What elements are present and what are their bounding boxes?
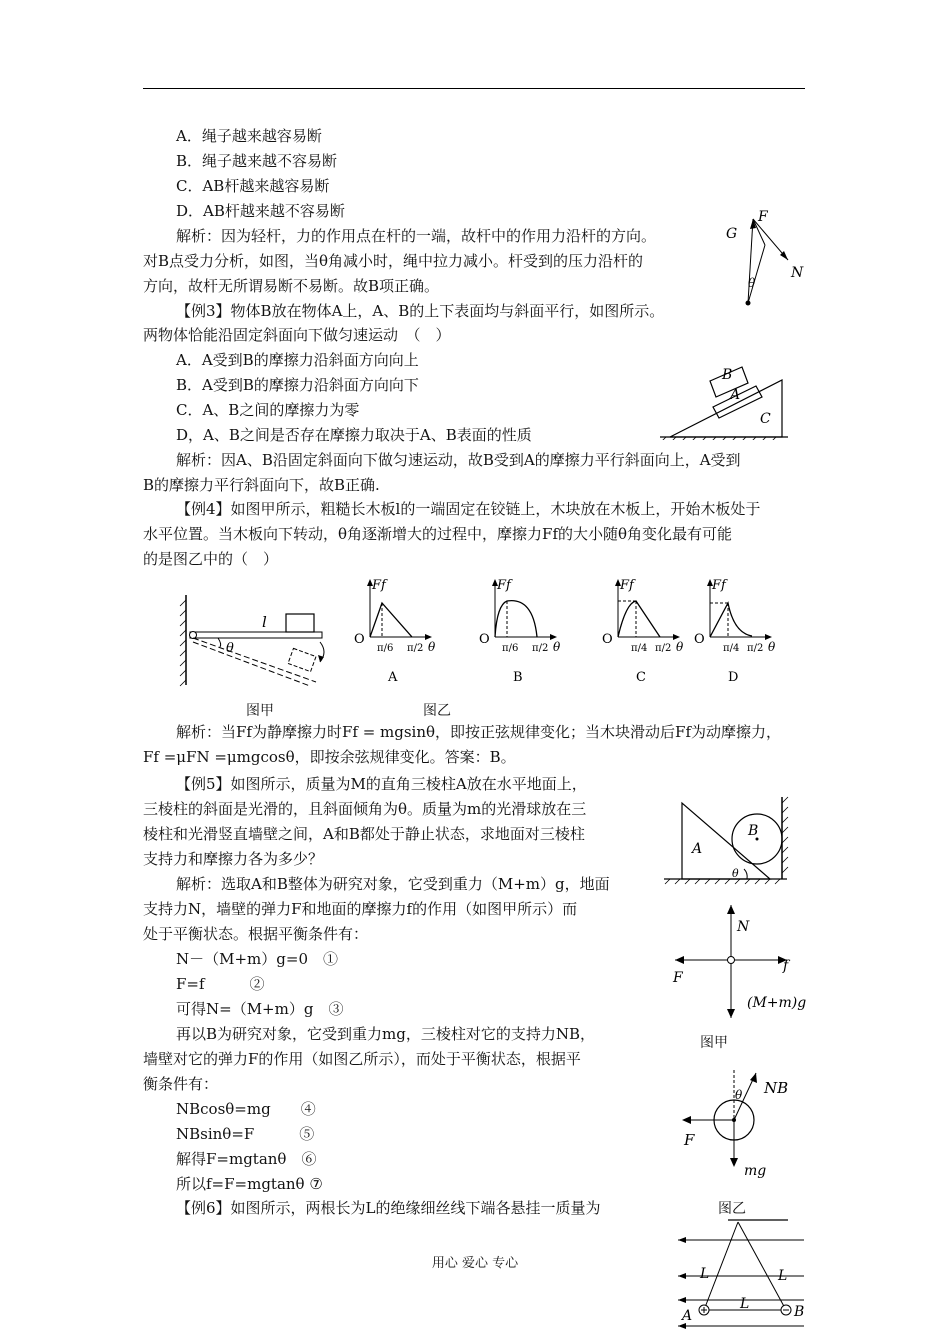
text-line: 的是图乙中的（ ） (143, 550, 279, 568)
text-line: 两物体恰能沿固定斜面向下做匀速运动 （ ） (143, 326, 451, 344)
label-theta: θ (732, 867, 739, 880)
text-line: 支持力N，墙壁的弹力F和地面的摩擦力f的作用（如图甲所示）而 (143, 900, 578, 918)
text-line: 【例5】如图所示，质量为M的直角三棱柱A放在水平地面上， (176, 775, 587, 793)
caption-fig5-yi: 图乙 (718, 1201, 746, 1217)
origin-label: O (602, 632, 613, 647)
text-line: N－（M+m）g=0 ① (176, 950, 338, 968)
text-line: B．绳子越来越不容易断 (176, 152, 338, 170)
graph-D (690, 575, 775, 685)
text-line: B的摩擦力平行斜面向下，故B正确. (143, 476, 380, 494)
label-theta: θ (748, 276, 756, 290)
label-NB: NB (764, 1079, 789, 1097)
caption-fig4-yi: 图乙 (423, 703, 451, 719)
text-line: F=f ② (176, 975, 265, 993)
graph-letter: D (728, 670, 739, 685)
force-diagram-fig1 (720, 205, 815, 310)
force-diagram-fig5-jia (665, 900, 815, 1025)
text-line: 所以f=F=mgtanθ ⑦ (176, 1175, 323, 1193)
text-line: NBsinθ=F ⑤ (176, 1125, 315, 1143)
charged-balls-diagram-fig6 (676, 1218, 806, 1344)
label-f: f (783, 958, 789, 974)
text-line: 【例6】如图所示，两根长为L的绝缘细丝线下端各悬挂一质量为 (176, 1199, 601, 1217)
graph-C (598, 575, 683, 685)
text-line: 墙壁对它的弹力F的作用（如图乙所示），而处于平衡状态，根据平 (143, 1050, 581, 1068)
label-A: A (682, 1308, 693, 1324)
tick-label: π/2 (407, 643, 424, 654)
tick-label: π/2 (532, 643, 549, 654)
label-G: G (726, 226, 738, 242)
label-B: B (722, 367, 733, 383)
tick-label: π/2 (655, 643, 672, 654)
origin-label: O (479, 632, 490, 647)
prism-ball-diagram-fig5 (662, 795, 822, 887)
label-C: C (760, 411, 771, 427)
text-line: 棱柱和光滑竖直墙壁之间，A和B都处于静止状态，求地面对三棱柱 (143, 825, 585, 843)
origin-label: O (694, 632, 705, 647)
header-rule (143, 88, 805, 89)
text-line: 【例4】如图甲所示，粗糙长木板l的一端固定在铰链上，木块放在木板上，开始木板处于 (176, 500, 761, 518)
text-line: 处于平衡状态。根据平衡条件有： (143, 925, 369, 943)
text-line: 三棱柱的斜面是光滑的，且斜面倾角为θ。质量为m的光滑球放在三 (143, 800, 587, 818)
label-B: B (748, 823, 759, 839)
incline-diagram-fig3 (660, 355, 790, 440)
text-line: B．A受到B的摩擦力沿斜面方向向下 (176, 376, 419, 394)
label-L-right: L (778, 1268, 788, 1284)
label-gravity: (M+m)g (747, 995, 807, 1011)
caption-fig5-jia: 图甲 (700, 1035, 728, 1051)
label-theta: θ (226, 641, 234, 656)
graph-letter: B (513, 670, 523, 685)
axis-label-theta: θ (428, 640, 435, 654)
label-L-left: L (700, 1266, 710, 1282)
board-diagram-fig4-jia (178, 590, 338, 690)
text-line: C．A、B之间的摩擦力为零 (176, 401, 360, 419)
text-line: Ff =μFN =μmgcosθ，即按余弦规律变化。答案：B。 (143, 748, 516, 766)
label-theta: θ (735, 1088, 743, 1102)
tick-label: π/2 (747, 643, 764, 654)
text-line: 可得N=（M+m）g ③ (176, 1000, 344, 1018)
label-L-bottom: L (740, 1296, 750, 1312)
text-line: 水平位置。当木板向下转动，θ角逐渐增大的过程中，摩擦力Ff的大小随θ角变化最有可能 (143, 525, 733, 543)
graph-letter: A (388, 670, 398, 685)
graph-B (475, 575, 560, 685)
label-F: F (684, 1131, 695, 1149)
label-mg: mg (744, 1163, 767, 1179)
axis-label-Ff: Ff (372, 578, 386, 593)
label-B: B (794, 1304, 805, 1320)
text-line: 支持力和摩擦力各为多少？ (143, 850, 324, 868)
text-line: 方向，故杆无所谓易断不易断。故B项正确。 (143, 277, 440, 295)
label-l: l (262, 613, 267, 631)
tick-label: π/4 (631, 643, 648, 654)
label-A: A (730, 387, 741, 403)
text-line: 衡条件有： (143, 1075, 219, 1093)
text-line: 解析：因A、B沿固定斜面向下做匀速运动，故B受到A的摩擦力平行斜面向上，A受到 (176, 451, 741, 469)
force-diagram-fig5-yi (672, 1065, 802, 1190)
caption-fig4-jia: 图甲 (246, 703, 274, 719)
tick-label: π/6 (502, 643, 519, 654)
graph-letter: C (636, 670, 646, 685)
page-footer: 用心 爱心 专心 (431, 1256, 519, 1271)
axis-label-Ff: Ff (497, 578, 511, 593)
text-line: C．AB杆越来越容易断 (176, 177, 330, 195)
origin-label: O (354, 632, 365, 647)
text-line: D．AB杆越来越不容易断 (176, 202, 345, 220)
label-F: F (758, 209, 768, 225)
label-A: A (692, 841, 703, 857)
text-line: 解得F=mgtanθ ⑥ (176, 1150, 317, 1168)
axis-label-theta: θ (768, 640, 775, 654)
graph-A (350, 575, 435, 685)
tick-label: π/6 (377, 643, 394, 654)
text-line: 对B点受力分析，如图，当θ角减小时，绳中拉力减小。杆受到的压力沿杆的 (143, 252, 644, 270)
text-line: NBcosθ=mg ④ (176, 1100, 316, 1118)
text-line: 解析：当Ff为静摩擦力时Ff = mgsinθ，即按正弦规律变化；当木块滑动后Ff为动摩擦力， (176, 723, 781, 741)
text-line: 解析：选取A和B整体为研究对象，它受到重力（M+m）g，地面 (176, 875, 610, 893)
text-line: A．A受到B的摩擦力沿斜面方向向上 (176, 351, 419, 369)
axis-label-theta: θ (553, 640, 560, 654)
label-F: F (673, 970, 683, 986)
axis-label-Ff: Ff (712, 578, 726, 593)
text-line: 【例3】物体B放在物体A上，A、B的上下表面均与斜面平行，如图所示。 (176, 302, 665, 320)
tick-label: π/4 (723, 643, 740, 654)
axis-label-Ff: Ff (620, 578, 634, 593)
label-N: N (791, 265, 804, 281)
label-N: N (737, 919, 750, 935)
text-line: 再以B为研究对象，它受到重力mg，三棱柱对它的支持力NB， (176, 1025, 595, 1043)
text-line: A．绳子越来越容易断 (176, 127, 322, 145)
text-line: D，A、B之间是否存在摩擦力取决于A、B表面的性质 (176, 426, 532, 444)
text-line: 解析：因为轻杆，力的作用点在杆的一端，故杆中的作用力沿杆的方向。 (176, 227, 657, 245)
axis-label-theta: θ (676, 640, 683, 654)
